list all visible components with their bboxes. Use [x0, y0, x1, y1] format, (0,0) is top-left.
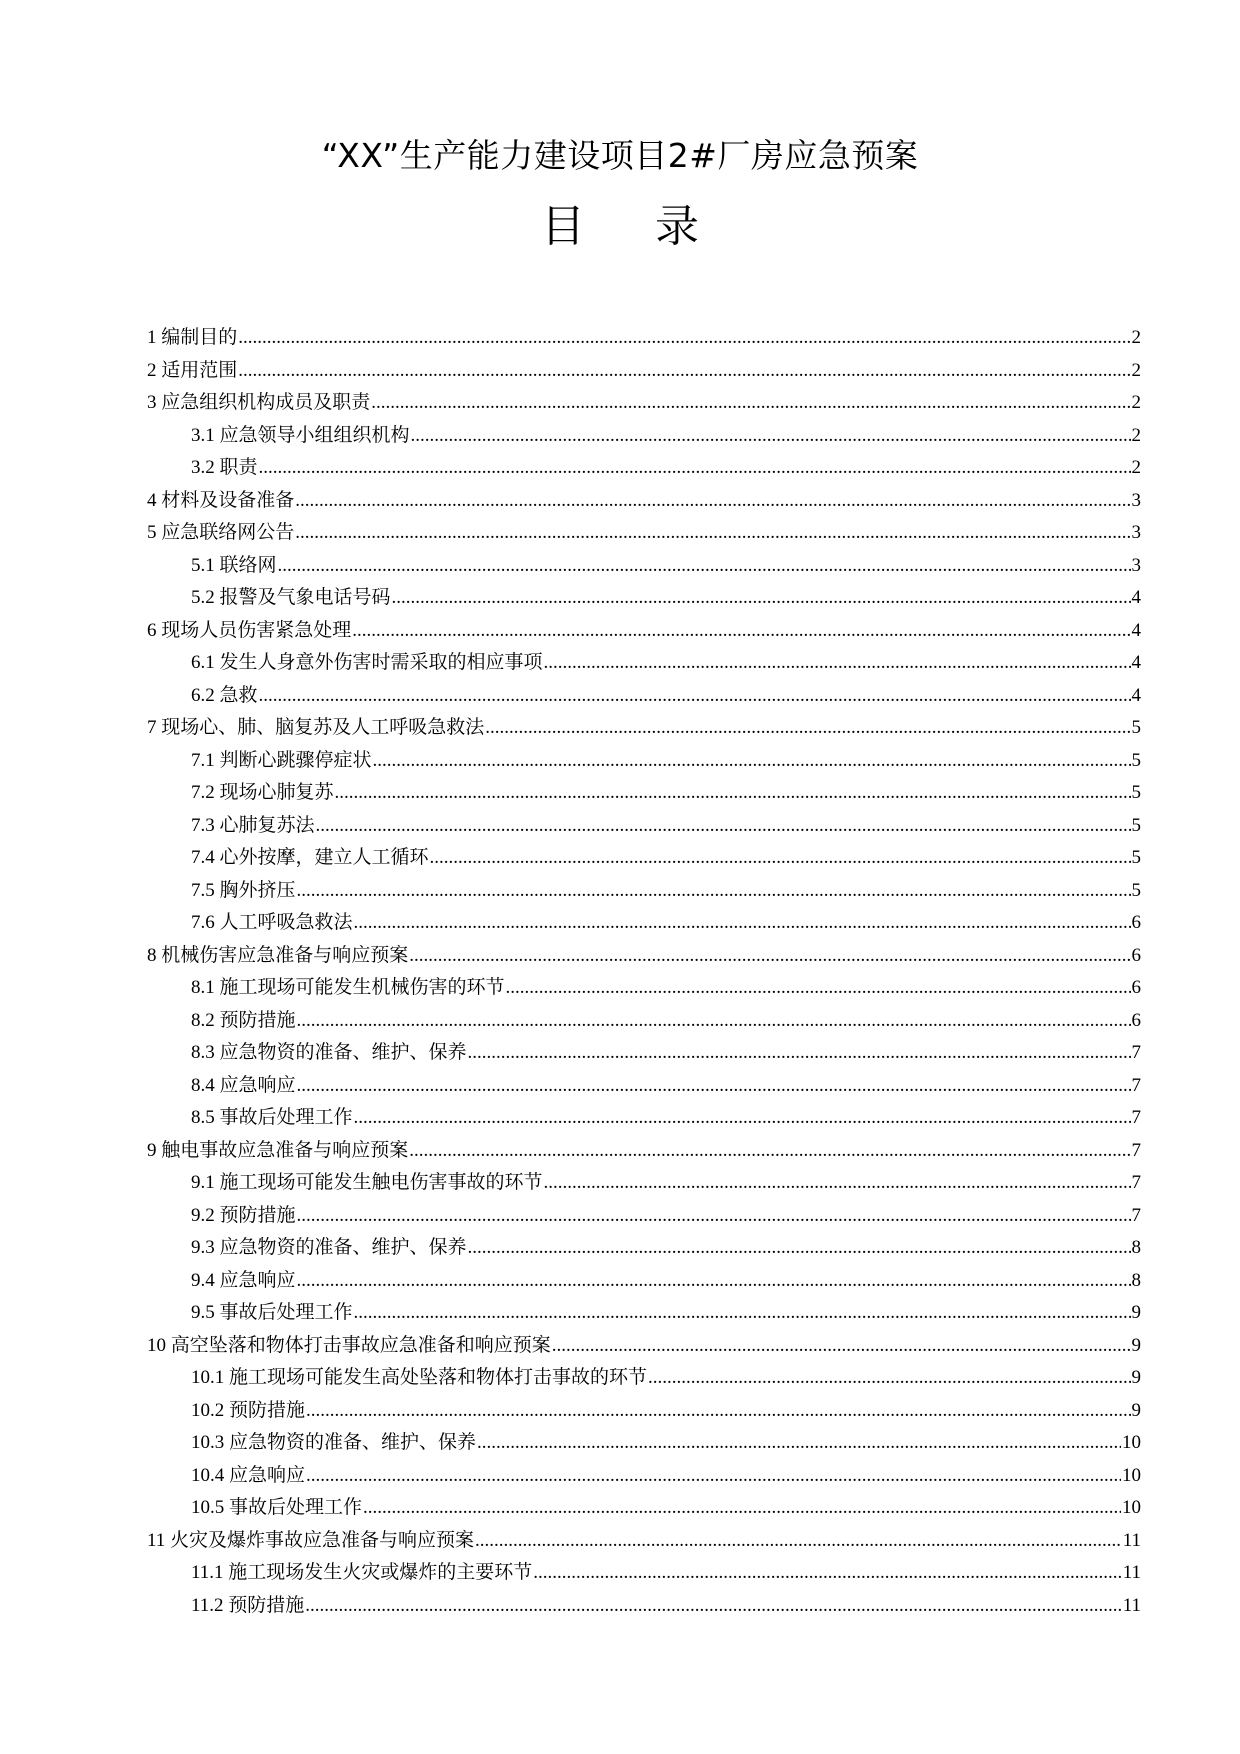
- toc-entry-title: 7 现场心、肺、脑复苏及人工呼吸急救法: [147, 717, 485, 738]
- toc-entry-page-number: 4: [1131, 619, 1141, 641]
- toc-entry-title: 9.3 应急物资的准备、维护、保养: [191, 1237, 467, 1258]
- toc-entry-title: 10.1 施工现场可能发生高处坠落和物体打击事故的环节: [191, 1367, 648, 1388]
- toc-entry-page-number: 4: [1131, 652, 1141, 673]
- toc-entry-page-number: 8: [1131, 1237, 1141, 1258]
- toc-dot-leader: [259, 452, 1131, 485]
- toc-entry[interactable]: [147, 1362, 1141, 1395]
- toc-entry-title: 3.2 职责: [191, 457, 258, 478]
- toc-dot-leader: [354, 1297, 1131, 1330]
- toc-dot-leader: [411, 420, 1131, 453]
- toc-entry-page-number: 11: [1122, 1562, 1141, 1583]
- toc-entry-title: 9.5 事故后处理工作: [191, 1302, 353, 1323]
- toc-entry-page-number: 11: [1122, 1529, 1141, 1551]
- toc-entry[interactable]: [147, 1135, 1141, 1168]
- toc-entry-page-number: 8: [1131, 1269, 1141, 1291]
- toc-entry-page-number: 10: [1122, 1432, 1141, 1453]
- toc-dot-leader: [354, 1102, 1131, 1135]
- toc-dot-leader: [354, 907, 1131, 940]
- toc-entry[interactable]: [147, 1330, 1141, 1363]
- toc-dot-leader: [533, 1557, 1121, 1590]
- toc-entry-page-number: 7: [1131, 1107, 1141, 1128]
- toc-entry-title: 8.3 应急物资的准备、维护、保养: [191, 1042, 467, 1063]
- toc-entry-title: 6 现场人员伤害紧急处理: [147, 619, 352, 641]
- toc-dot-leader: [306, 1395, 1130, 1428]
- toc-entry[interactable]: [147, 1005, 1141, 1038]
- toc-entry-page-number: 4: [1131, 587, 1141, 608]
- toc-entry[interactable]: [147, 1232, 1141, 1265]
- toc-entry[interactable]: [147, 1297, 1141, 1330]
- toc-entry-title: 8.4 应急响应: [191, 1074, 296, 1096]
- toc-entry-title: 4 材料及设备准备: [147, 489, 295, 511]
- toc-entry[interactable]: [147, 387, 1141, 420]
- toc-entry[interactable]: [147, 1200, 1141, 1233]
- toc-dot-leader: [371, 387, 1130, 420]
- toc-entry[interactable]: [147, 322, 1141, 355]
- toc-dot-leader: [259, 680, 1131, 713]
- toc-entry-title: 11 火灾及爆炸事故应急准备与响应预案: [147, 1529, 475, 1551]
- toc-entry-page-number: 7: [1131, 1139, 1141, 1161]
- toc-entry-title: 8.1 施工现场可能发生机械伤害的环节: [191, 977, 505, 998]
- toc-entry[interactable]: [147, 355, 1141, 388]
- toc-entry-title: 2 适用范围: [147, 359, 238, 381]
- toc-entry-page-number: 7: [1131, 1204, 1141, 1226]
- toc-entry-title: 3.1 应急领导小组组织机构: [191, 424, 410, 446]
- toc-entry[interactable]: [147, 582, 1141, 615]
- toc-entry-page-number: 11: [1122, 1594, 1141, 1616]
- toc-dot-leader: [335, 777, 1131, 810]
- toc-entry[interactable]: [147, 452, 1141, 485]
- toc-dot-leader: [238, 355, 1130, 388]
- toc-entry-page-number: 3: [1131, 522, 1141, 543]
- toc-entry-title: 6.1 发生人身意外伤害时需采取的相应事项: [191, 652, 543, 673]
- toc-entry[interactable]: [147, 940, 1141, 973]
- toc-entry-title: 10.2 预防措施: [191, 1399, 306, 1421]
- toc-entry-page-number: 7: [1131, 1042, 1141, 1063]
- toc-entry-title: 5 应急联络网公告: [147, 522, 295, 543]
- table-of-contents: [147, 322, 1141, 1622]
- toc-entry-title: 8.5 事故后处理工作: [191, 1107, 353, 1128]
- toc-entry-title: 7.5 胸外挤压: [191, 879, 296, 901]
- toc-entry-page-number: 2: [1131, 327, 1141, 348]
- toc-entry-title: 10.4 应急响应: [191, 1464, 306, 1486]
- toc-dot-leader: [544, 1167, 1131, 1200]
- toc-entry-page-number: 5: [1131, 782, 1141, 803]
- toc-entry[interactable]: [147, 1102, 1141, 1135]
- toc-entry[interactable]: [147, 875, 1141, 908]
- toc-dot-leader: [305, 1590, 1121, 1623]
- toc-entry[interactable]: [147, 745, 1141, 778]
- toc-dot-leader: [552, 1330, 1131, 1363]
- toc-entry-title: 9.2 预防措施: [191, 1204, 296, 1226]
- toc-entry-title: 9.4 应急响应: [191, 1269, 296, 1291]
- toc-entry-title: 7.4 心外按摩，建立人工循环: [191, 847, 429, 868]
- toc-dot-leader: [648, 1362, 1130, 1395]
- toc-entry[interactable]: [147, 615, 1141, 648]
- toc-dot-leader: [238, 322, 1130, 355]
- toc-entry-page-number: 3: [1131, 554, 1141, 576]
- toc-entry-page-number: 2: [1131, 359, 1141, 381]
- toc-entry-title: 9 触电事故应急准备与响应预案: [147, 1139, 409, 1161]
- toc-entry[interactable]: [147, 680, 1141, 713]
- toc-entry-page-number: 10: [1122, 1464, 1141, 1486]
- toc-entry-page-number: 9: [1131, 1334, 1141, 1356]
- toc-dot-leader: [297, 1005, 1131, 1038]
- toc-dot-leader: [306, 1460, 1121, 1493]
- toc-entry[interactable]: [147, 485, 1141, 518]
- toc-entry-title: 9.1 施工现场可能发生触电伤害事故的环节: [191, 1172, 543, 1193]
- toc-entry-page-number: 9: [1131, 1367, 1141, 1388]
- toc-entry[interactable]: [147, 1525, 1141, 1558]
- toc-heading: 目 录: [541, 201, 727, 252]
- toc-entry[interactable]: [147, 907, 1141, 940]
- toc-entry-page-number: 3: [1131, 489, 1141, 511]
- toc-entry-title: 11.1 施工现场发生火灾或爆炸的主要环节: [191, 1562, 533, 1583]
- toc-entry[interactable]: [147, 1070, 1141, 1103]
- toc-entry[interactable]: [147, 1265, 1141, 1298]
- toc-entry[interactable]: [147, 1427, 1141, 1460]
- toc-entry[interactable]: [147, 777, 1141, 810]
- toc-dot-leader: [544, 647, 1131, 680]
- toc-entry[interactable]: [147, 1395, 1141, 1428]
- toc-dot-leader: [409, 940, 1130, 973]
- toc-entry[interactable]: [147, 647, 1141, 680]
- toc-entry-title: 6.2 急救: [191, 684, 258, 706]
- toc-entry[interactable]: [147, 1590, 1141, 1623]
- toc-dot-leader: [468, 1037, 1131, 1070]
- toc-entry-page-number: 9: [1131, 1302, 1141, 1323]
- toc-entry-page-number: 2: [1131, 424, 1141, 446]
- toc-entry[interactable]: [147, 810, 1141, 843]
- toc-entry-page-number: 5: [1131, 879, 1141, 901]
- toc-entry-title: 8.2 预防措施: [191, 1009, 296, 1031]
- toc-entry[interactable]: [147, 1167, 1141, 1200]
- document-title: “XX”生产能力建设项目2#厂房应急预案: [321, 136, 919, 175]
- toc-entry-page-number: 5: [1131, 717, 1141, 738]
- toc-dot-leader: [297, 1200, 1131, 1233]
- toc-dot-leader: [477, 1427, 1121, 1460]
- toc-dot-leader: [297, 875, 1131, 908]
- toc-dot-leader: [475, 1525, 1122, 1558]
- toc-entry[interactable]: [147, 1492, 1141, 1525]
- toc-entry-title: 7.1 判断心跳骤停症状: [191, 749, 372, 771]
- toc-entry-page-number: 9: [1131, 1399, 1141, 1421]
- toc-entry-title: 10 高空坠落和物体打击事故应急准备和响应预案: [147, 1334, 551, 1356]
- toc-dot-leader: [363, 1492, 1121, 1525]
- toc-dot-leader: [430, 842, 1131, 875]
- toc-entry-title: 5.2 报警及气象电话号码: [191, 587, 391, 608]
- toc-dot-leader: [297, 1070, 1131, 1103]
- toc-dot-leader: [506, 972, 1131, 1005]
- toc-dot-leader: [468, 1232, 1131, 1265]
- toc-entry-page-number: 4: [1131, 684, 1141, 706]
- toc-entry-title: 10.5 事故后处理工作: [191, 1497, 363, 1518]
- toc-entry[interactable]: [147, 550, 1141, 583]
- toc-entry-page-number: 6: [1131, 1009, 1141, 1031]
- toc-dot-leader: [316, 810, 1131, 843]
- toc-dot-leader: [392, 582, 1131, 615]
- toc-entry-title: 8 机械伤害应急准备与响应预案: [147, 944, 409, 966]
- toc-dot-leader: [295, 485, 1130, 518]
- toc-dot-leader: [409, 1135, 1130, 1168]
- toc-entry[interactable]: [147, 972, 1141, 1005]
- toc-entry[interactable]: [147, 1037, 1141, 1070]
- toc-entry-title: 1 编制目的: [147, 327, 238, 348]
- toc-entry-page-number: 2: [1131, 392, 1141, 413]
- toc-dot-leader: [352, 615, 1130, 648]
- toc-dot-leader: [297, 1265, 1131, 1298]
- toc-entry-page-number: 5: [1131, 847, 1141, 868]
- toc-entry[interactable]: [147, 1557, 1141, 1590]
- toc-entry-title: 5.1 联络网: [191, 554, 277, 576]
- toc-entry-title: 7.6 人工呼吸急救法: [191, 912, 353, 933]
- toc-entry-page-number: 7: [1131, 1074, 1141, 1096]
- toc-entry-page-number: 5: [1131, 814, 1141, 836]
- toc-entry-page-number: 5: [1131, 749, 1141, 771]
- toc-entry-title: 7.3 心肺复苏法: [191, 814, 315, 836]
- toc-entry[interactable]: [147, 420, 1141, 453]
- toc-dot-leader: [373, 745, 1131, 778]
- toc-entry-title: 10.3 应急物资的准备、维护、保养: [191, 1432, 477, 1453]
- toc-entry-title: 7.2 现场心肺复苏: [191, 782, 334, 803]
- toc-dot-leader: [295, 517, 1130, 550]
- toc-entry-title: 3 应急组织机构成员及职责: [147, 392, 371, 413]
- toc-entry[interactable]: [147, 1460, 1141, 1493]
- toc-entry-page-number: 6: [1131, 912, 1141, 933]
- toc-entry-page-number: 6: [1131, 977, 1141, 998]
- toc-entry-title: 11.2 预防措施: [191, 1594, 305, 1616]
- toc-entry[interactable]: [147, 842, 1141, 875]
- toc-entry[interactable]: [147, 712, 1141, 745]
- toc-entry-page-number: 10: [1122, 1497, 1141, 1518]
- toc-entry[interactable]: [147, 517, 1141, 550]
- toc-entry-page-number: 6: [1131, 944, 1141, 966]
- toc-dot-leader: [278, 550, 1131, 583]
- toc-dot-leader: [485, 712, 1130, 745]
- toc-entry-page-number: 2: [1131, 457, 1141, 478]
- toc-entry-page-number: 7: [1131, 1172, 1141, 1193]
